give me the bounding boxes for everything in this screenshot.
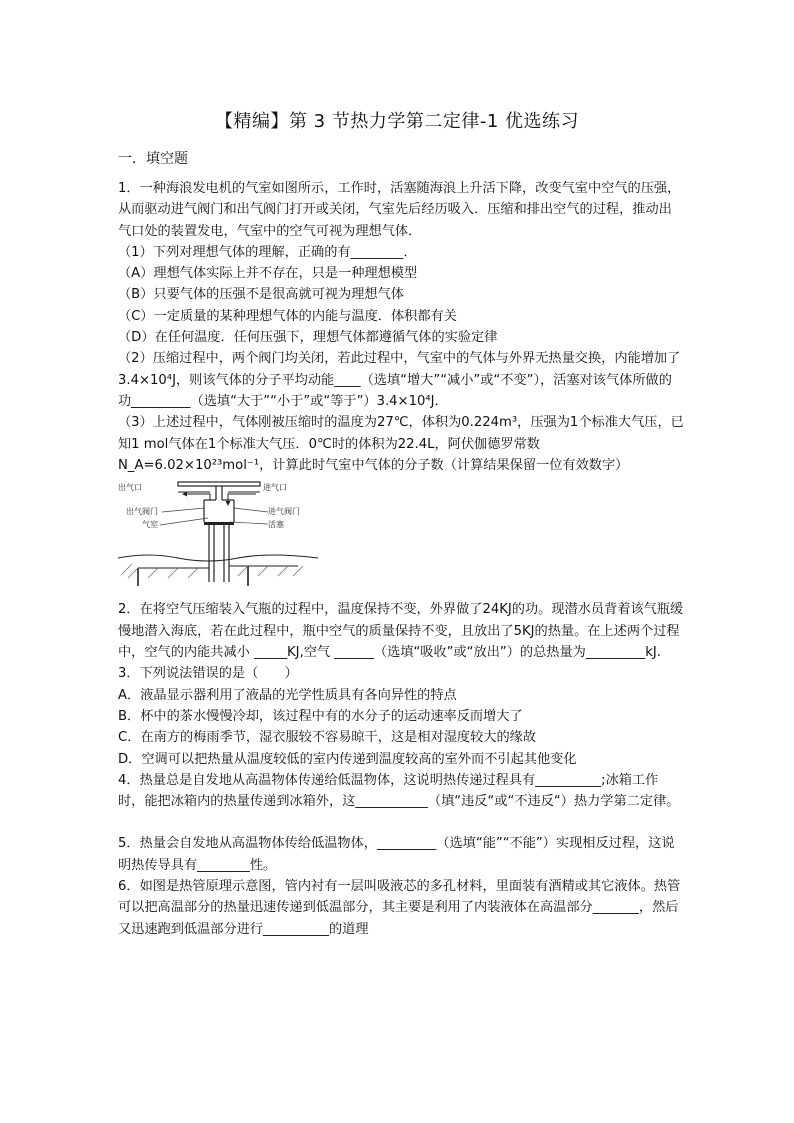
label-inlet-valve: 进气阀门 [268,507,300,517]
q1-part1: （1）下列对理想气体的理解，正确的有________． [118,244,417,260]
q1-stem: 1．一种海浪发电机的气室如图所示，工作时，活塞随海浪上升活下降，改变气室中空气的压强，从而驱动进气阀门和出气阀门打开或关闭，气室先后经历吸入．压缩和排出空气的过程，推动出气口处的装置发电，气室中的空气可视为理想气体． [118,181,681,239]
leader-piston [230,522,268,524]
question-4: 4．热量总是自发地从高温物体传递给低温物体，这说明热传递过程具有__________;冰箱工作时，能把冰箱内的热量传递到冰箱外，这___________（填“违反“或“不违反“）热力学第二定律。 [118,772,680,810]
q1-part3: （3）上述过程中，气体刚被压缩时的温度为27℃，体积为0.224m³，压强为1个标准大气压，已知1 mol气体在1个标准大气压．0℃时的体积为22.4L，阿伏伽德罗常数N_A=6.02×10²³mol⁻¹，计算此时气室中气体的分子数（计算结果保留一位有效数字） [118,415,684,473]
section-heading: 一．填空题 [118,151,188,167]
q1-option-b: （B）只要气体的压强不是很高就可视为理想气体 [118,287,404,303]
q1-option-c: （C）一定质量的某种理想气体的内能与温度．体积都有关 [118,308,457,324]
q3-option-b: B．杯中的茶水慢慢冷却，该过程中有的水分子的运动速率反而增大了 [118,708,523,724]
air-chamber-diagram [118,478,318,588]
question-6: 6．如图是热管原理示意图，管内衬有一层叫吸液芯的多孔材料，里面装有酒精或其它液体。热管可以把高温部分的热量迅速传递到低温部分，其主要是利用了内装液体在高温部分_______，然后又迅速跑到低温部分进行__________的道理 [118,879,681,937]
question-2: 2．在将空气压缩装入气瓶的过程中，温度保持不变，外界做了24KJ的功。现潜水员背着该气瓶缓慢地潜入海底，若在此过程中，瓶中空气的质量保持不变，且放出了5KJ的热量。在上述两个过程中，空气的内能共减小 _____KJ,空气 ______（选填“吸收”或“放出”）的总热量为_________kJ. [118,602,684,661]
label-inlet: 进气口 [263,483,287,493]
wave-surface [118,555,318,561]
q1-option-a: （A）理想气体实际上并不存在，只是一种理想模型 [118,266,418,282]
page-title: 【精编】第 3 节热力学第二定律-1 优选练习 [214,111,580,132]
outlet-arrow [186,494,210,500]
q3-option-d: D．空调可以把热量从温度较低的室内传递到温度较高的室外而不引起其他变化 [118,751,577,767]
leader-inlet-valve [234,508,268,512]
question-list [118,178,684,940]
label-outlet: 出气口 [118,483,142,493]
q1-option-d: （D）在任何温度．任何压强下，理想气体都遵循气体的实验定律 [118,330,498,346]
spacer [118,812,684,833]
leader-outlet-valve [162,508,204,512]
label-outlet-valve: 出气阀门 [126,507,158,517]
inlet-arrow [228,494,256,502]
question-3 [118,663,684,769]
q3-option-a: A．液晶显示器利用了液晶的光学性质具有各向异性的特点 [118,687,457,703]
top-cover [178,482,260,486]
wave-generator-figure [118,478,684,595]
q3-stem: 3．下列说法错误的是（ ） [118,666,298,682]
label-chamber: 气室 [142,520,158,530]
leader-chamber [160,518,208,525]
piston-head [204,522,234,525]
question-1 [118,178,684,476]
q3-option-c: C．在南方的梅雨季节，湿衣服较不容易晾干，这是相对湿度较大的缘故 [118,730,537,746]
inlet-arrowhead [226,501,231,506]
label-piston: 活塞 [268,520,284,530]
question-5: 5．热量会自发地从高温物体传给低温物体，_________（选填“能”“不能”）实现相反过程，这说明热传导具有________性。 [118,836,675,873]
q1-part2: （2）压缩过程中，两个阀门均关闭，若此过程中，气室中的气体与外界无热量交换，内能增加了3.4×10⁴J，则该气体的分子平均动能____（选填“增大”“减小”或“不变”），活塞对该气体所做的功_________（选填“大于”“小于”或“等于”）3.4×10⁴J． [118,351,681,409]
